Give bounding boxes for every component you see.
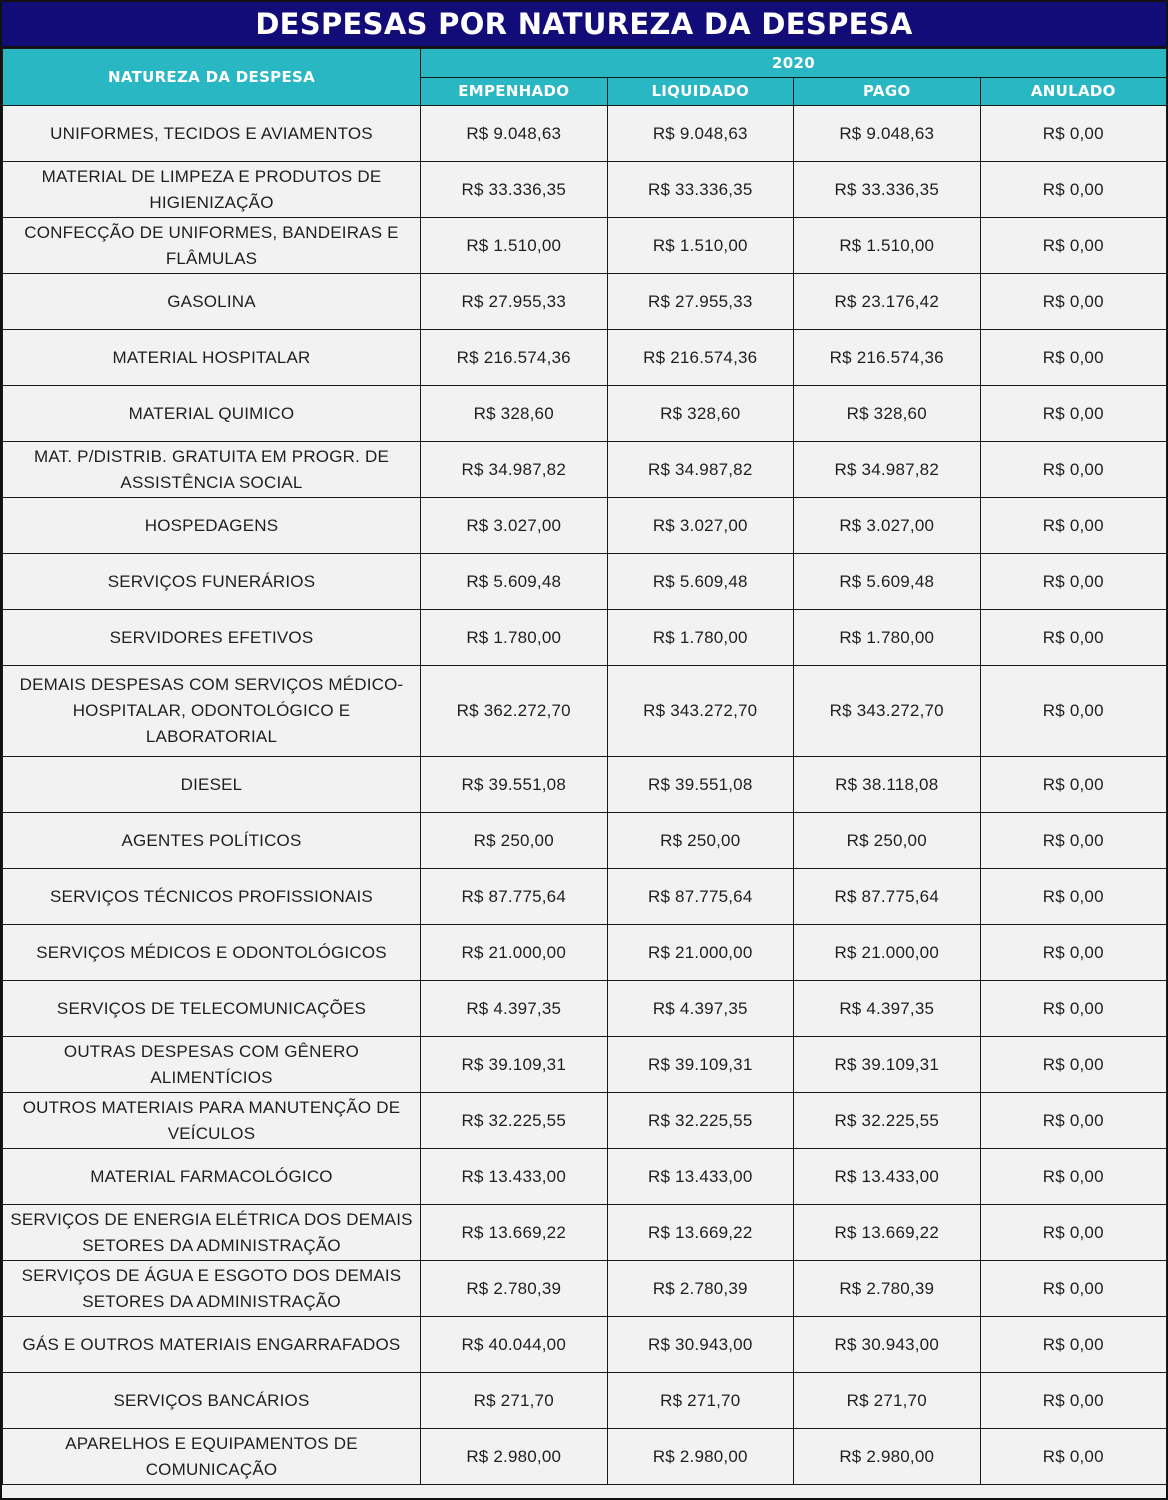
value-empenhado: R$ 4.397,35 [421, 981, 608, 1037]
value-anulado: R$ 0,00 [980, 498, 1167, 554]
value-pago: R$ 343.272,70 [794, 666, 981, 757]
value-anulado: R$ 0,00 [980, 386, 1167, 442]
expense-description: MATERIAL QUIMICO [3, 386, 421, 442]
value-pago: R$ 328,60 [794, 386, 981, 442]
table-row [3, 1037, 1167, 1093]
value-anulado: R$ 0,00 [980, 666, 1167, 757]
value-liquidado: R$ 3.027,00 [607, 498, 794, 554]
value-pago: R$ 216.574,36 [794, 330, 981, 386]
value-anulado: R$ 0,00 [980, 610, 1167, 666]
value-anulado: R$ 0,00 [980, 1093, 1167, 1149]
value-pago: R$ 38.118,08 [794, 757, 981, 813]
value-pago: R$ 3.027,00 [794, 498, 981, 554]
value-pago: R$ 33.336,35 [794, 162, 981, 218]
value-anulado: R$ 0,00 [980, 1149, 1167, 1205]
table-row [3, 1205, 1167, 1261]
value-empenhado: R$ 1.510,00 [421, 218, 608, 274]
table-row [3, 330, 1167, 386]
value-liquidado: R$ 328,60 [607, 386, 794, 442]
value-liquidado: R$ 5.609,48 [607, 554, 794, 610]
page-title: DESPESAS POR NATUREZA DA DESPESA [2, 2, 1166, 48]
value-pago: R$ 39.109,31 [794, 1037, 981, 1093]
header-anulado: ANULADO [980, 77, 1167, 106]
expense-description: GÁS E OUTROS MATERIAIS ENGARRAFADOS [3, 1317, 421, 1373]
value-liquidado: R$ 39.109,31 [607, 1037, 794, 1093]
table-row [3, 1149, 1167, 1205]
value-empenhado: R$ 271,70 [421, 1373, 608, 1429]
expense-description: SERVIÇOS DE ENERGIA ELÉTRICA DOS DEMAIS SETORES DA ADMINISTRAÇÃO [3, 1205, 421, 1261]
value-empenhado: R$ 13.433,00 [421, 1149, 608, 1205]
value-anulado: R$ 0,00 [980, 162, 1167, 218]
expense-description: SERVIÇOS DE TELECOMUNICAÇÕES [3, 981, 421, 1037]
value-anulado: R$ 0,00 [980, 1205, 1167, 1261]
value-empenhado: R$ 2.780,39 [421, 1261, 608, 1317]
value-empenhado: R$ 328,60 [421, 386, 608, 442]
value-liquidado: R$ 4.397,35 [607, 981, 794, 1037]
expense-description: DIESEL [3, 757, 421, 813]
table-row [3, 1317, 1167, 1373]
value-anulado: R$ 0,00 [980, 757, 1167, 813]
table-row [3, 981, 1167, 1037]
table-row [3, 1261, 1167, 1317]
table-header [3, 49, 1167, 106]
table-row [3, 757, 1167, 813]
value-pago: R$ 30.943,00 [794, 1317, 981, 1373]
value-liquidado: R$ 343.272,70 [607, 666, 794, 757]
value-empenhado: R$ 362.272,70 [421, 666, 608, 757]
value-empenhado: R$ 13.669,22 [421, 1205, 608, 1261]
value-pago: R$ 2.980,00 [794, 1429, 981, 1485]
value-empenhado: R$ 34.987,82 [421, 442, 608, 498]
header-year: 2020 [421, 49, 1167, 78]
value-pago: R$ 1.780,00 [794, 610, 981, 666]
expense-description: SERVIÇOS FUNERÁRIOS [3, 554, 421, 610]
header-description: NATUREZA DA DESPESA [3, 49, 421, 106]
value-pago: R$ 87.775,64 [794, 869, 981, 925]
value-anulado: R$ 0,00 [980, 1429, 1167, 1485]
value-empenhado: R$ 250,00 [421, 813, 608, 869]
value-anulado: R$ 0,00 [980, 925, 1167, 981]
expense-description: OUTROS MATERIAIS PARA MANUTENÇÃO DE VEÍCULOS [3, 1093, 421, 1149]
expense-description: SERVIÇOS BANCÁRIOS [3, 1373, 421, 1429]
value-liquidado: R$ 1.510,00 [607, 218, 794, 274]
value-liquidado: R$ 87.775,64 [607, 869, 794, 925]
expense-description: AGENTES POLÍTICOS [3, 813, 421, 869]
value-liquidado: R$ 13.669,22 [607, 1205, 794, 1261]
value-liquidado: R$ 27.955,33 [607, 274, 794, 330]
table-row [3, 610, 1167, 666]
value-empenhado: R$ 5.609,48 [421, 554, 608, 610]
value-pago: R$ 34.987,82 [794, 442, 981, 498]
value-liquidado: R$ 1.780,00 [607, 610, 794, 666]
header-pago: PAGO [794, 77, 981, 106]
value-empenhado: R$ 2.980,00 [421, 1429, 608, 1485]
expense-description: OUTRAS DESPESAS COM GÊNERO ALIMENTÍCIOS [3, 1037, 421, 1093]
table-row [3, 1429, 1167, 1485]
value-anulado: R$ 0,00 [980, 274, 1167, 330]
expense-description: SERVIÇOS MÉDICOS E ODONTOLÓGICOS [3, 925, 421, 981]
value-pago: R$ 2.780,39 [794, 1261, 981, 1317]
value-empenhado: R$ 40.044,00 [421, 1317, 608, 1373]
value-empenhado: R$ 1.780,00 [421, 610, 608, 666]
value-empenhado: R$ 21.000,00 [421, 925, 608, 981]
value-liquidado: R$ 33.336,35 [607, 162, 794, 218]
value-empenhado: R$ 32.225,55 [421, 1093, 608, 1149]
value-anulado: R$ 0,00 [980, 218, 1167, 274]
table-body [3, 106, 1167, 1485]
value-pago: R$ 13.669,22 [794, 1205, 981, 1261]
value-empenhado: R$ 39.551,08 [421, 757, 608, 813]
value-empenhado: R$ 87.775,64 [421, 869, 608, 925]
table-row [3, 498, 1167, 554]
expense-description: SERVIÇOS TÉCNICOS PROFISSIONAIS [3, 869, 421, 925]
value-liquidado: R$ 216.574,36 [607, 330, 794, 386]
expense-description: MATERIAL FARMACOLÓGICO [3, 1149, 421, 1205]
table-row [3, 813, 1167, 869]
value-pago: R$ 4.397,35 [794, 981, 981, 1037]
value-pago: R$ 250,00 [794, 813, 981, 869]
value-empenhado: R$ 9.048,63 [421, 106, 608, 162]
table-row [3, 442, 1167, 498]
value-anulado: R$ 0,00 [980, 981, 1167, 1037]
expense-table [2, 48, 1167, 1485]
table-row [3, 869, 1167, 925]
table-row [3, 1093, 1167, 1149]
value-anulado: R$ 0,00 [980, 1037, 1167, 1093]
value-anulado: R$ 0,00 [980, 869, 1167, 925]
expense-description: MATERIAL DE LIMPEZA E PRODUTOS DE HIGIENIZAÇÃO [3, 162, 421, 218]
value-liquidado: R$ 21.000,00 [607, 925, 794, 981]
value-liquidado: R$ 39.551,08 [607, 757, 794, 813]
value-anulado: R$ 0,00 [980, 442, 1167, 498]
value-anulado: R$ 0,00 [980, 554, 1167, 610]
table-row [3, 386, 1167, 442]
value-empenhado: R$ 27.955,33 [421, 274, 608, 330]
table-row [3, 162, 1167, 218]
value-liquidado: R$ 9.048,63 [607, 106, 794, 162]
value-liquidado: R$ 30.943,00 [607, 1317, 794, 1373]
expense-description: MATERIAL HOSPITALAR [3, 330, 421, 386]
value-liquidado: R$ 13.433,00 [607, 1149, 794, 1205]
value-pago: R$ 21.000,00 [794, 925, 981, 981]
value-liquidado: R$ 2.780,39 [607, 1261, 794, 1317]
table-row [3, 106, 1167, 162]
value-empenhado: R$ 3.027,00 [421, 498, 608, 554]
value-anulado: R$ 0,00 [980, 1373, 1167, 1429]
expense-description: GASOLINA [3, 274, 421, 330]
expense-description: CONFECÇÃO DE UNIFORMES, BANDEIRAS E FLÂMULAS [3, 218, 421, 274]
header-liquidado: LIQUIDADO [607, 77, 794, 106]
value-pago: R$ 23.176,42 [794, 274, 981, 330]
value-empenhado: R$ 33.336,35 [421, 162, 608, 218]
value-liquidado: R$ 250,00 [607, 813, 794, 869]
value-liquidado: R$ 34.987,82 [607, 442, 794, 498]
value-liquidado: R$ 32.225,55 [607, 1093, 794, 1149]
header-empenhado: EMPENHADO [421, 77, 608, 106]
value-anulado: R$ 0,00 [980, 1317, 1167, 1373]
expense-description: UNIFORMES, TECIDOS E AVIAMENTOS [3, 106, 421, 162]
value-liquidado: R$ 2.980,00 [607, 1429, 794, 1485]
value-anulado: R$ 0,00 [980, 106, 1167, 162]
value-anulado: R$ 0,00 [980, 330, 1167, 386]
value-empenhado: R$ 39.109,31 [421, 1037, 608, 1093]
value-pago: R$ 13.433,00 [794, 1149, 981, 1205]
table-row [3, 554, 1167, 610]
expense-description: DEMAIS DESPESAS COM SERVIÇOS MÉDICO-HOSPITALAR, ODONTOLÓGICO E LABORATORIAL [3, 666, 421, 757]
table-row [3, 925, 1167, 981]
value-pago: R$ 5.609,48 [794, 554, 981, 610]
value-pago: R$ 271,70 [794, 1373, 981, 1429]
table-row [3, 1373, 1167, 1429]
expense-description: SERVIDORES EFETIVOS [3, 610, 421, 666]
value-anulado: R$ 0,00 [980, 813, 1167, 869]
value-pago: R$ 9.048,63 [794, 106, 981, 162]
expense-description: APARELHOS E EQUIPAMENTOS DE COMUNICAÇÃO [3, 1429, 421, 1485]
value-liquidado: R$ 271,70 [607, 1373, 794, 1429]
value-pago: R$ 1.510,00 [794, 218, 981, 274]
value-empenhado: R$ 216.574,36 [421, 330, 608, 386]
value-pago: R$ 32.225,55 [794, 1093, 981, 1149]
expense-description: SERVIÇOS DE ÁGUA E ESGOTO DOS DEMAIS SETORES DA ADMINISTRAÇÃO [3, 1261, 421, 1317]
table-row [3, 218, 1167, 274]
expense-description: MAT. P/DISTRIB. GRATUITA EM PROGR. DE ASSISTÊNCIA SOCIAL [3, 442, 421, 498]
table-row [3, 274, 1167, 330]
table-row [3, 666, 1167, 757]
expense-description: HOSPEDAGENS [3, 498, 421, 554]
value-anulado: R$ 0,00 [980, 1261, 1167, 1317]
